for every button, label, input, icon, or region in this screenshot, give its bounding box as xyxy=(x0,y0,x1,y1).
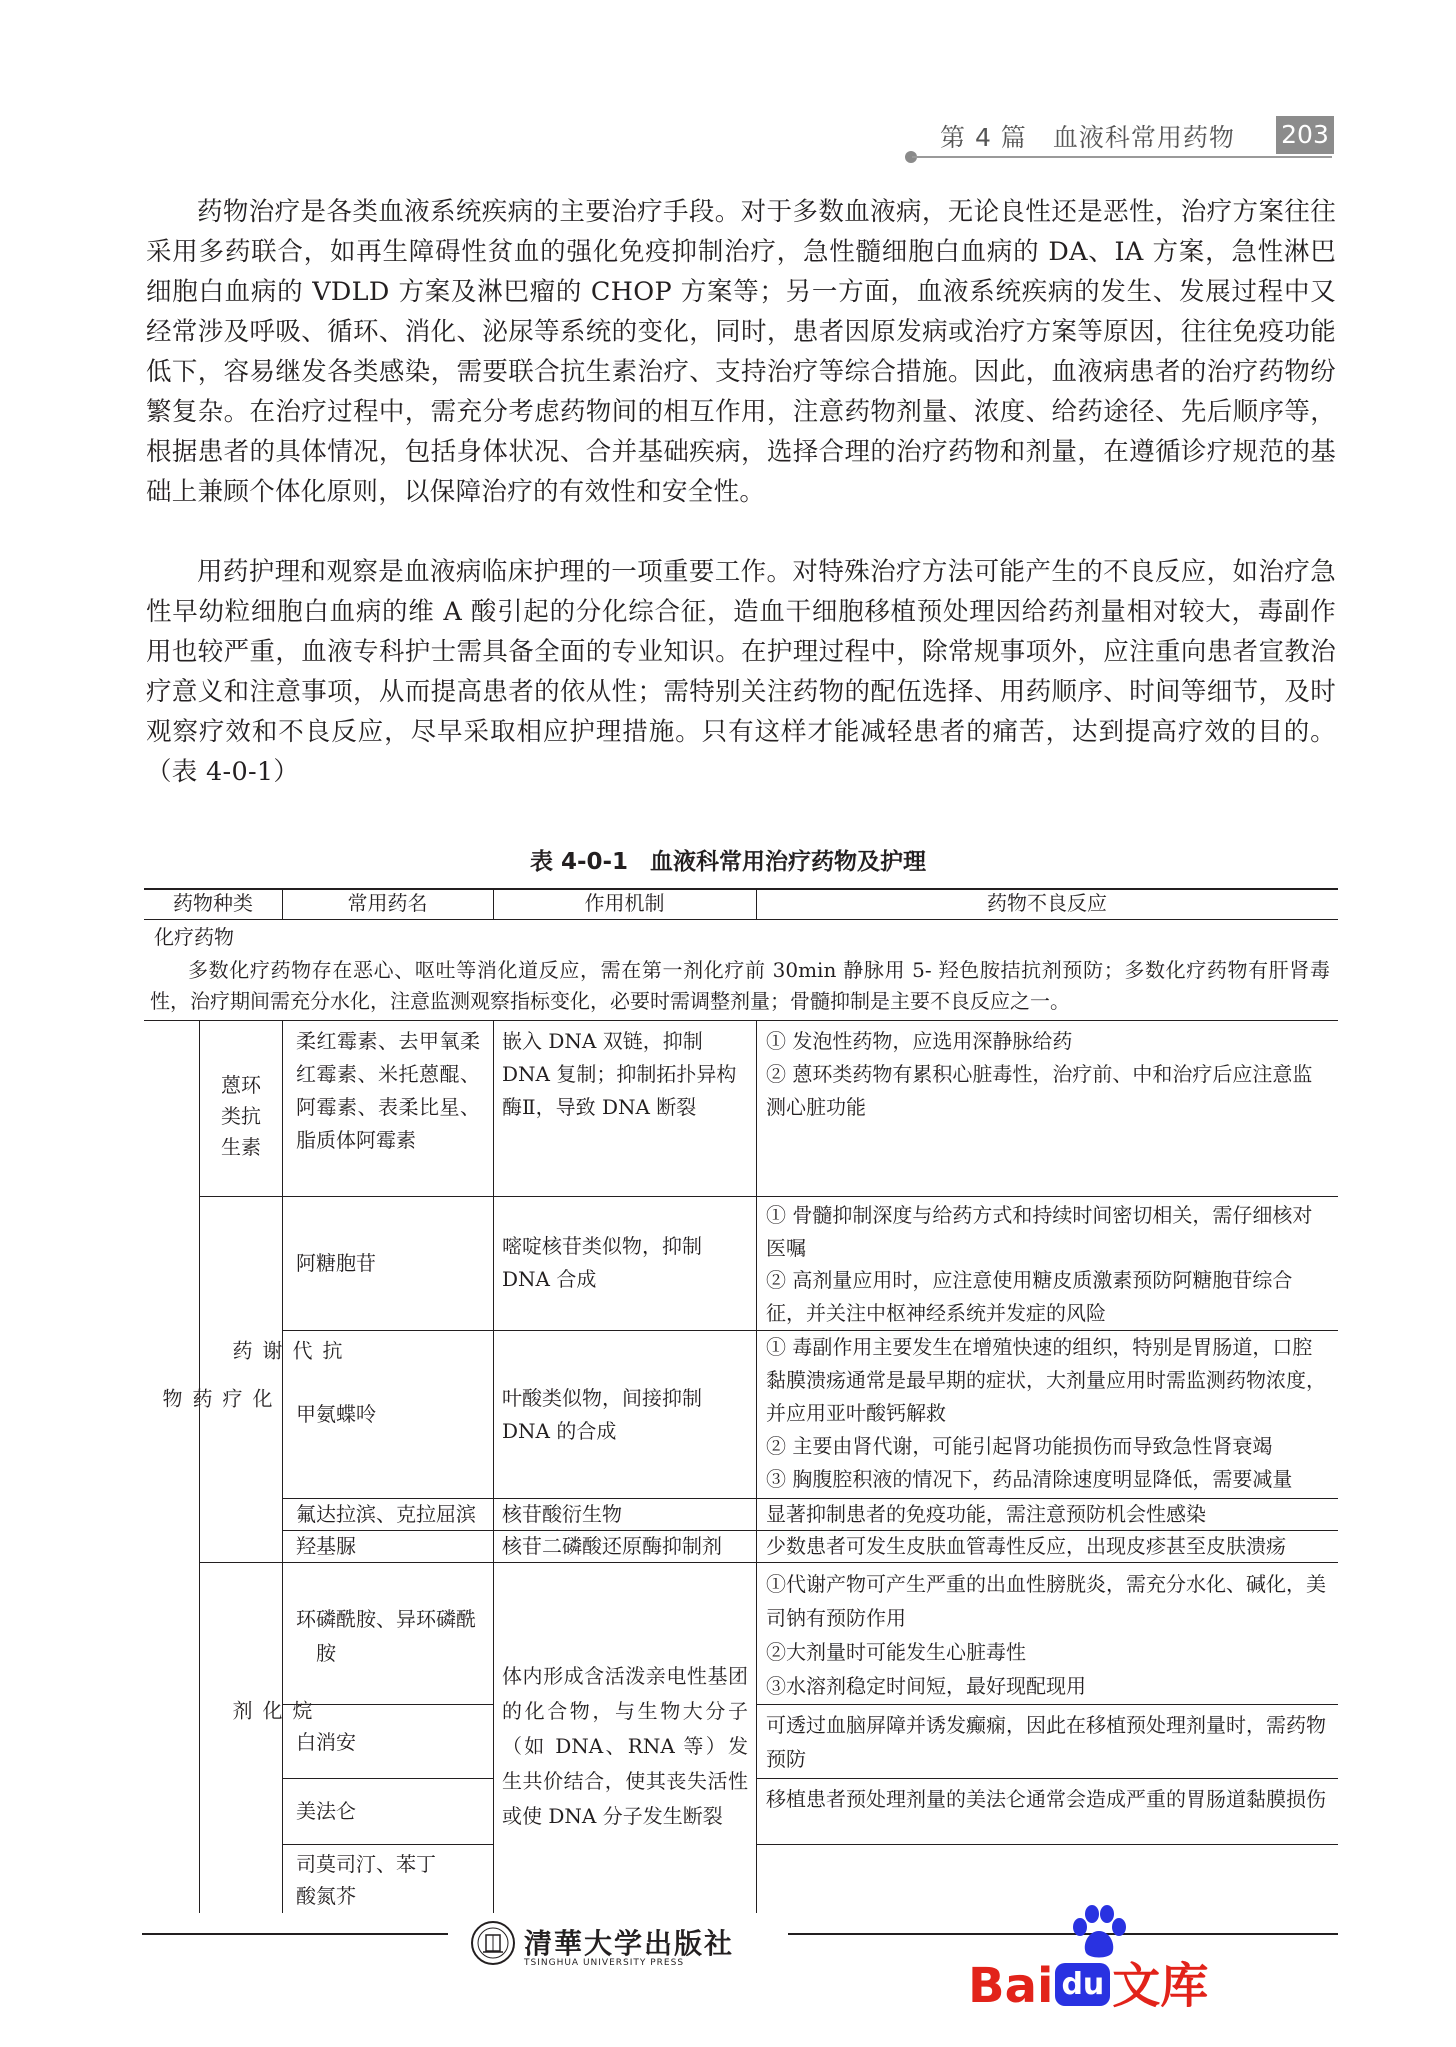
adverse-item: ① 毒副作用主要发生在增殖快速的组织，特别是胃肠道，口腔黏膜溃疡通常是最早期的症状，大剂量应用时需监测药物浓度，并应用亚叶酸钙解救 xyxy=(766,1335,1326,1425)
publisher-name: 清華大学出版社 xyxy=(524,1927,735,1960)
running-header xyxy=(940,118,1235,154)
paragraph-1: 药物治疗是各类血液系统疾病的主要治疗手段。对于多数血液病，无论良性还是恶性，治疗方案往往采用多药联合，如再生障碍性贫血的强化免疫抑制治疗，急性髓细胞白血病的 DA、IA 方案，急性淋巴细胞白血病的 VDLD 方案及淋巴瘤的 CHOP 方案等；另一方面，血液系统疾病的发生、发展过程中又经常涉及呼吸、循环、消化、泌尿等系统的变化，同时，患者因原发病或治疗方案等原因，往往免疫功能低下，容易继发各类感染，需要联合抗生素治疗、支持治疗等综合措施。因此，血液病患者的治疗药物纷繁复杂。在治疗过程中，需充分考虑药物间的相互作用，注意药物剂量、浓度、给药途径、先后顺序等，根据患者的具体情况，包括身体状况、合并基础疾病，选择合理的治疗药物和剂量，在遵循诊疗规范的基础上兼顾个体化原则，以保障治疗的有效性和安全性。 xyxy=(146,197,1336,507)
header-bottom-rule xyxy=(144,919,1338,920)
adverse-item: ① 骨髓抑制深度与给药方式和持续时间密切相关，需仔细核对医嘱 xyxy=(766,1203,1313,1260)
col-rule xyxy=(282,1020,283,1913)
drug-name: 柔红霉素、去甲氧柔红霉素、米托蒽醌、阿霉素、表柔比星、脂质体阿霉素 xyxy=(296,1029,480,1152)
header-section: 第 4 篇 xyxy=(940,123,1027,152)
mechanism: 嘧啶核苷类似物，抑制 DNA 合成 xyxy=(502,1234,702,1291)
adverse-item: 少数患者可发生皮肤血管毒性反应，出现皮疹甚至皮肤溃疡 xyxy=(766,1534,1286,1558)
adverse-item: ②大剂量时可能发生心脏毒性 xyxy=(766,1640,1026,1664)
adverse-reactions xyxy=(766,1331,1328,1496)
table-caption xyxy=(0,843,1456,876)
adverse-item: 可透过血脑屏障并诱发癫痫，因此在移植预处理剂量时，需药物预防 xyxy=(766,1713,1326,1771)
drug-name: 司莫司汀、苯丁酸氮芥 xyxy=(296,1852,436,1908)
watermark-text xyxy=(968,1947,1208,2016)
row-rule xyxy=(756,1704,1338,1705)
adverse-item: ② 主要由肾代谢，可能引起肾功能损伤而导致急性肾衰竭 xyxy=(766,1434,1273,1458)
publisher-logo xyxy=(470,1920,735,1980)
watermark-wenku: 文库 xyxy=(1112,1958,1209,2014)
watermark-bai: Bai xyxy=(968,1958,1054,2014)
section-title: 化疗药物 xyxy=(154,925,234,949)
antimetabolite-bottom-rule xyxy=(199,1562,1338,1563)
drug-name: 氟达拉滨、克拉屈滨 xyxy=(296,1502,476,1526)
drug-name: 环磷酰胺、异环磷酰胺 xyxy=(296,1607,476,1665)
mechanism: 核苷酸衍生物 xyxy=(502,1502,622,1526)
subclass-antimetabolite: 抗代谢药 xyxy=(229,1340,343,1362)
drug-name: 美法仑 xyxy=(296,1799,356,1823)
row-rule xyxy=(756,1778,1338,1779)
header-rule xyxy=(912,156,1332,158)
adverse-item: ①代谢产物可产生严重的出血性膀胱炎，需充分水化、碱化，美司钠有预防作用 xyxy=(766,1572,1326,1630)
mechanism: 核苷二磷酸还原酶抑制剂 xyxy=(502,1534,722,1558)
page-number: 203 xyxy=(1276,116,1334,154)
watermark-du: du xyxy=(1055,1963,1110,2006)
publisher-seal-icon xyxy=(470,1920,516,1966)
paragraph-2: 用药护理和观察是血液病临床护理的一项重要工作。对特殊治疗方法可能产生的不良反应，如治疗急性早幼粒细胞白血病的维 A 酸引起的分化综合征，造血干细胞移植预处理因给药剂量相对较大，毒副作用也较严重，血液专科护士需具备全面的专业知识。在护理过程中，除常规事项外，应注重向患者宣教治疗意义和注意事项，从而提高患者的依从性；需特别关注药物的配伍选择、用药顺序、时间等细节，及时观察疗效和不良反应，尽早采取相应护理措施。只有这样才能减轻患者的痛苦，达到提高疗效的目的。（表 4-0-1） xyxy=(146,557,1336,787)
table-caption-title: 血液科常用治疗药物及护理 xyxy=(650,849,927,875)
adverse-item: ② 蒽环类药物有累积心脏毒性，治疗前、中和治疗后应注意监测心脏功能 xyxy=(766,1062,1313,1119)
col-rule xyxy=(199,1020,200,1913)
mechanism: 叶酸类似物，间接抑制 DNA 的合成 xyxy=(502,1386,702,1443)
row-rule xyxy=(282,1778,493,1779)
header-drug-name: 常用药名 xyxy=(347,891,428,915)
section-note-rule xyxy=(144,1020,1338,1021)
header-title: 血液科常用药物 xyxy=(1052,123,1235,152)
adverse-item: ③ 胸腹腔积液的情况下，药品清除速度明显降低，需要减量 xyxy=(766,1467,1293,1491)
adverse-reactions xyxy=(766,1567,1328,1703)
header-category: 药物种类 xyxy=(173,891,253,915)
anthracycline-bottom-rule xyxy=(199,1196,1338,1197)
col-rule xyxy=(493,1020,494,1913)
adverse-reactions xyxy=(766,1025,1328,1124)
drug-name: 阿糖胞苷 xyxy=(296,1251,376,1275)
adverse-item: ③水溶剂稳定时间短，最好现配现用 xyxy=(766,1674,1086,1698)
row-rule xyxy=(756,1844,1338,1845)
adverse-item: ① 发泡性药物，应选用深静脉给药 xyxy=(766,1029,1073,1053)
adverse-item: 移植患者预处理剂量的美法仑通常会造成严重的胃肠道黏膜损伤 xyxy=(766,1787,1326,1811)
adverse-item: ② 高剂量应用时，应注意使用糖皮质激素预防阿糖胞苷综合征，并关注中枢神经系统并发症的风险 xyxy=(766,1268,1293,1325)
category-main: 化疗药物 xyxy=(159,1388,273,1410)
mechanism: 嵌入 DNA 双链，抑制 DNA 复制；抑制拓扑异构酶Ⅱ，导致 DNA 断裂 xyxy=(502,1029,737,1119)
subclass-alkylating: 烷化剂 xyxy=(229,1700,313,1730)
mechanism-shared: 体内形成含活泼亲电性基团的化合物，与生物大分子（如 DNA、RNA 等）发生共价结合，使其丧失活性或使 DNA 分子发生断裂 xyxy=(502,1664,748,1828)
header-adverse: 药物不良反应 xyxy=(987,891,1107,915)
drug-name: 甲氨蝶呤 xyxy=(296,1402,376,1426)
header-mechanism: 作用机制 xyxy=(584,891,665,915)
adverse-item: 显著抑制患者的免疫功能，需注意预防机会性感染 xyxy=(766,1502,1206,1526)
publisher-sub: TSINGHUA UNIVERSITY PRESS xyxy=(524,1958,685,1968)
col-rule xyxy=(756,1020,757,1913)
table-caption-number: 表 4-0-1 xyxy=(529,849,629,875)
drug-name: 白消安 xyxy=(296,1730,356,1754)
row-rule xyxy=(282,1844,493,1845)
footer-rule-left xyxy=(142,1933,448,1935)
section-note: 多数化疗药物存在恶心、呕吐等消化道反应，需在第一剂化疗前 30min 静脉用 5- 羟色胺拮抗剂预防；多数化疗药物有肝肾毒性，治疗期间需充分水化，注意监测观察指标变化，必要时需调整剂量；骨髓抑制是主要不良反应之一。 xyxy=(150,958,1330,1013)
drug-name: 羟基脲 xyxy=(296,1534,356,1558)
adverse-reactions xyxy=(766,1199,1328,1329)
baidu-watermark xyxy=(968,1905,1208,2045)
subclass-anthracycline: 蒽环类抗生素 xyxy=(221,1073,261,1159)
